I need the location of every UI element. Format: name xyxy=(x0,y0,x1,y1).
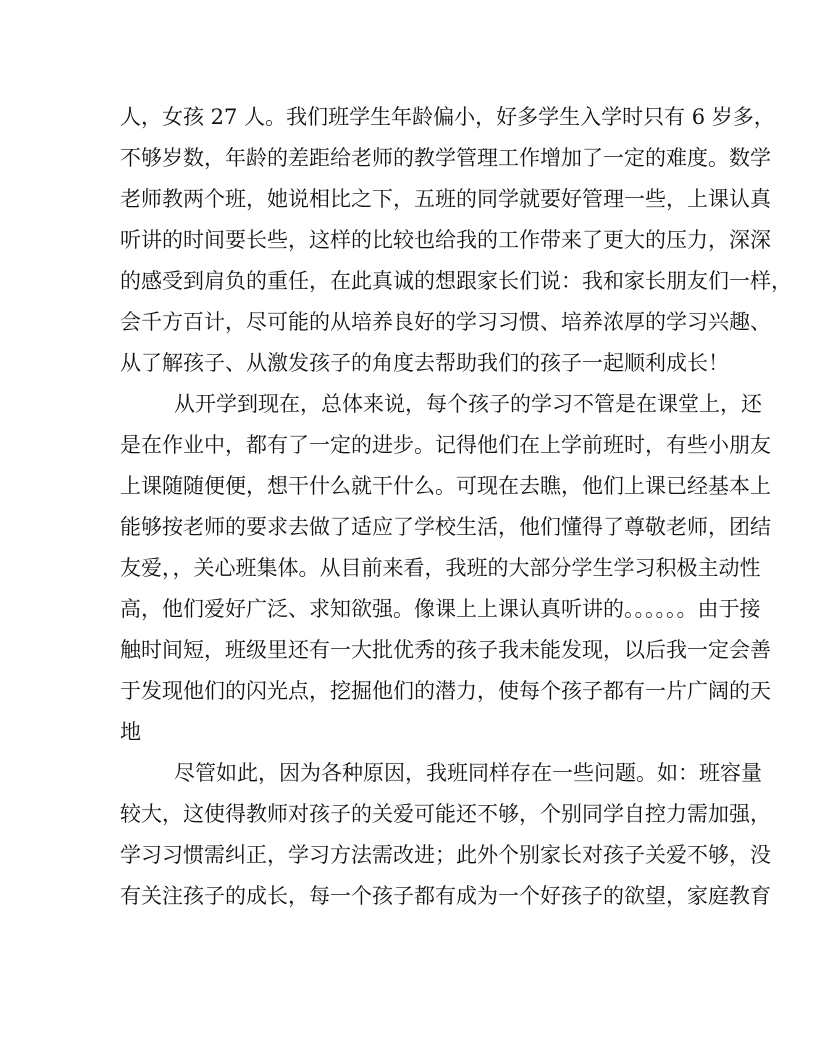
paragraph-1-line-4: 听讲的时间要长些，这样的比较也给我的工作带来了更大的压力，深深 xyxy=(120,228,771,252)
paragraph-3-line-3: 学习习惯需纠正，学习方法需改进；此外个别家长对孩子关爱不够，没 xyxy=(120,843,771,867)
paragraph-1-line-7: 从了解孩子、从激发孩子的角度去帮助我们的孩子一起顺利成长！ xyxy=(120,351,729,375)
paragraph-2-line-5: 友爱，，关心班集体。从目前来看，我班的大部分学生学习积极主动性 xyxy=(120,556,761,580)
paragraph-2-line-8: 于发现他们的闪光点，挖掘他们的潜力，使每个孩子都有一片广阔的天 xyxy=(120,679,771,703)
paragraph-2-line-7: 触时间短，班级里还有一大批优秀的孩子我未能发现，以后我一定会善 xyxy=(120,638,771,662)
paragraph-3-line-1: 尽管如此，因为各种原因，我班同样存在一些问题。如：班容量 xyxy=(174,761,762,785)
document-text xyxy=(120,97,792,917)
paragraph-2-line-2: 是在作业中，都有了一定的进步。记得他们在上学前班时，有些小朋友 xyxy=(120,433,771,457)
paragraph-1-line-3: 老师教两个班，她说相比之下，五班的同学就要好管理一些，上课认真 xyxy=(120,187,771,211)
paragraph-3-line-4: 有关注孩子的成长，每一个孩子都有成为一个好孩子的欲望，家庭教育 xyxy=(120,884,771,908)
paragraph-2-line-6: 高，他们爱好广泛、求知欲强。像课上上课认真听讲的。。。。。。由于接 xyxy=(120,597,761,621)
paragraph-1-line-6: 会千方百计，尽可能的从培养良好的学习习惯、培养浓厚的学习兴趣、 xyxy=(120,310,771,334)
paragraph-3-line-2: 较大，这使得教师对孩子的关爱可能还不够，个别同学自控力需加强， xyxy=(120,802,771,826)
paragraph-2-line-3: 上课随随便便，想干什么就干什么。可现在去瞧，他们上课已经基本上 xyxy=(120,474,771,498)
paragraph-1-line-2: 不够岁数，年龄的差距给老师的教学管理工作增加了一定的难度。数学 xyxy=(120,146,771,170)
paragraph-1-line-5: 的感受到肩负的重任，在此真诚的想跟家长们说：我和家长朋友们一样， xyxy=(120,269,792,293)
paragraph-2-line-1: 从开学到现在，总体来说，每个孩子的学习不管是在课堂上，还 xyxy=(174,392,762,416)
paragraph-1-line-1: 人，女孩 27 人。我们班学生年龄偏小，好多学生入学时只有 6 岁多， xyxy=(120,105,775,129)
paragraph-2-line-4: 能够按老师的要求去做了适应了学校生活，他们懂得了尊敬老师，团结 xyxy=(120,515,771,539)
paragraph-2-line-9: 地 xyxy=(120,720,141,744)
